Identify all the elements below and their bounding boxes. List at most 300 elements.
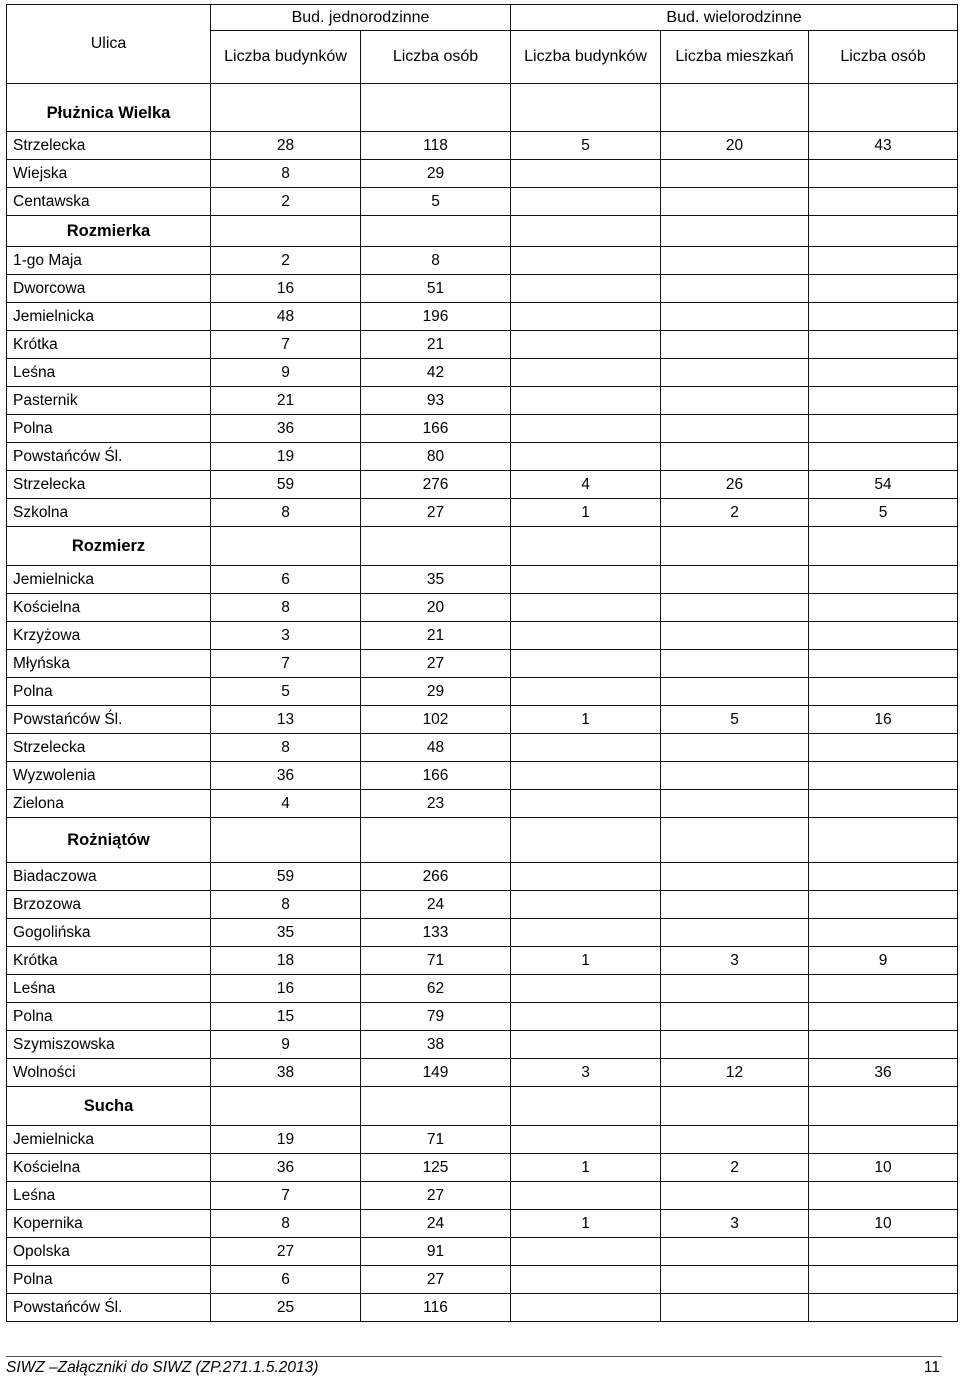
header-ulica: Ulica [7,5,211,84]
table-row [7,947,958,975]
value-cell [809,303,958,331]
header-liczba-mieszkan: Liczba mieszkań [661,31,809,84]
value-cell: 26 [661,471,809,499]
value-cell: 27 [361,1182,511,1210]
value-cell [809,1266,958,1294]
table-row [7,650,958,678]
value-cell: 5 [809,499,958,527]
value-cell [511,734,661,762]
value-cell: 133 [361,919,511,947]
street-name-cell: Krzyżowa [7,622,211,650]
street-name-cell: Szymiszowska [7,1031,211,1059]
table-row [7,1059,958,1087]
section-empty-cell [211,1087,361,1126]
section-empty-cell [211,84,361,132]
value-cell: 21 [361,331,511,359]
section-empty-cell [661,1087,809,1126]
value-cell: 38 [361,1031,511,1059]
value-cell: 27 [361,650,511,678]
value-cell: 9 [211,359,361,387]
table-row [7,303,958,331]
street-name-cell: Jemielnicka [7,1126,211,1154]
table-row [7,734,958,762]
value-cell [511,331,661,359]
value-cell: 43 [809,132,958,160]
value-cell: 36 [809,1059,958,1087]
header-group-jednorodzinne: Bud. jednorodzinne [211,5,511,31]
table-row [7,1238,958,1266]
table-row [7,1031,958,1059]
table-row [7,790,958,818]
value-cell [661,331,809,359]
street-name-cell: Jemielnicka [7,566,211,594]
section-empty-cell [809,216,958,247]
table-row [7,678,958,706]
value-cell: 28 [211,132,361,160]
value-cell: 12 [661,1059,809,1087]
value-cell: 6 [211,566,361,594]
value-cell: 27 [211,1238,361,1266]
value-cell: 20 [661,132,809,160]
value-cell [661,762,809,790]
value-cell: 7 [211,1182,361,1210]
header-liczba-budynkow-1: Liczba budynków [211,31,361,84]
value-cell [809,762,958,790]
value-cell: 3 [661,947,809,975]
value-cell [661,650,809,678]
value-cell: 91 [361,1238,511,1266]
value-cell [661,622,809,650]
value-cell [661,1126,809,1154]
value-cell: 36 [211,762,361,790]
value-cell: 16 [211,975,361,1003]
value-cell: 59 [211,471,361,499]
street-name-cell: Strzelecka [7,734,211,762]
section-empty-cell [809,1087,958,1126]
value-cell: 48 [211,303,361,331]
street-name-cell: Brzozowa [7,891,211,919]
value-cell: 2 [661,1154,809,1182]
value-cell: 36 [211,1154,361,1182]
value-cell [661,975,809,1003]
value-cell: 23 [361,790,511,818]
value-cell [809,1294,958,1322]
value-cell: 20 [361,594,511,622]
value-cell: 166 [361,415,511,443]
value-cell [661,891,809,919]
value-cell [661,566,809,594]
value-cell: 4 [211,790,361,818]
value-cell [661,594,809,622]
value-cell [511,975,661,1003]
table-row [7,387,958,415]
street-name-cell: Pasternik [7,387,211,415]
table-row [7,622,958,650]
value-cell: 8 [211,499,361,527]
street-name-cell: 1-go Maja [7,247,211,275]
table-row [7,594,958,622]
value-cell: 5 [511,132,661,160]
section-empty-cell [211,818,361,863]
value-cell: 196 [361,303,511,331]
section-empty-cell [511,84,661,132]
value-cell [809,863,958,891]
value-cell: 13 [211,706,361,734]
section-empty-cell [511,1087,661,1126]
table-row [7,132,958,160]
value-cell [809,734,958,762]
value-cell [661,790,809,818]
value-cell: 2 [211,247,361,275]
value-cell: 10 [809,1210,958,1238]
value-cell: 35 [361,566,511,594]
value-cell [661,1031,809,1059]
value-cell: 19 [211,443,361,471]
table-row [7,891,958,919]
value-cell: 8 [211,594,361,622]
value-cell: 8 [211,734,361,762]
section-empty-cell [361,818,511,863]
value-cell: 80 [361,443,511,471]
value-cell: 16 [809,706,958,734]
street-name-cell: Powstańców Śl. [7,1294,211,1322]
value-cell [511,566,661,594]
value-cell [809,975,958,1003]
street-name-cell: Dworcowa [7,275,211,303]
value-cell [809,622,958,650]
value-cell: 18 [211,947,361,975]
street-name-cell: Leśna [7,359,211,387]
section-name: Rożniątów [7,818,211,863]
value-cell [809,1003,958,1031]
value-cell [661,188,809,216]
value-cell [511,247,661,275]
section-empty-cell [661,818,809,863]
page-number: 11 [923,1359,940,1376]
value-cell: 24 [361,891,511,919]
value-cell: 36 [211,415,361,443]
value-cell [809,678,958,706]
value-cell: 16 [211,275,361,303]
section-row [7,1087,958,1126]
section-empty-cell [211,527,361,566]
section-row [7,216,958,247]
value-cell [661,678,809,706]
street-name-cell: Leśna [7,1182,211,1210]
value-cell [809,331,958,359]
table-row [7,1210,958,1238]
table-row [7,975,958,1003]
value-cell: 93 [361,387,511,415]
value-cell: 6 [211,1266,361,1294]
value-cell: 118 [361,132,511,160]
section-name: Rozmierka [7,216,211,247]
street-name-cell: Kościelna [7,1154,211,1182]
value-cell [809,247,958,275]
section-empty-cell [661,216,809,247]
section-empty-cell [361,84,511,132]
value-cell [661,1003,809,1031]
value-cell [511,303,661,331]
street-name-cell: Jemielnicka [7,303,211,331]
table-row [7,359,958,387]
section-empty-cell [511,527,661,566]
value-cell: 27 [361,1266,511,1294]
table-row [7,415,958,443]
value-cell [809,919,958,947]
value-cell: 9 [211,1031,361,1059]
value-cell: 10 [809,1154,958,1182]
value-cell: 2 [661,499,809,527]
value-cell [661,734,809,762]
value-cell [511,160,661,188]
table-row [7,1126,958,1154]
section-empty-cell [361,527,511,566]
value-cell [661,359,809,387]
value-cell: 4 [511,471,661,499]
value-cell [661,387,809,415]
value-cell [511,1126,661,1154]
value-cell: 21 [211,387,361,415]
value-cell: 29 [361,678,511,706]
value-cell [511,387,661,415]
street-name-cell: Powstańców Śl. [7,443,211,471]
value-cell: 116 [361,1294,511,1322]
section-empty-cell [511,216,661,247]
street-name-cell: Wolności [7,1059,211,1087]
value-cell: 266 [361,863,511,891]
section-empty-cell [211,216,361,247]
value-cell [809,650,958,678]
street-name-cell: Krótka [7,331,211,359]
header-liczba-osob-2: Liczba osób [809,31,958,84]
section-empty-cell [809,818,958,863]
value-cell: 25 [211,1294,361,1322]
data-table [6,4,958,1322]
table-row [7,1294,958,1322]
value-cell [661,1294,809,1322]
section-row [7,84,958,132]
table-row [7,188,958,216]
section-empty-cell [809,84,958,132]
value-cell: 24 [361,1210,511,1238]
table-row [7,863,958,891]
table-row [7,762,958,790]
value-cell [809,415,958,443]
value-cell: 5 [661,706,809,734]
table-row [7,331,958,359]
street-name-cell: Szkolna [7,499,211,527]
value-cell [809,359,958,387]
section-empty-cell [661,84,809,132]
value-cell [661,1266,809,1294]
value-cell [661,919,809,947]
value-cell: 79 [361,1003,511,1031]
value-cell [809,1126,958,1154]
value-cell [511,415,661,443]
value-cell [511,762,661,790]
value-cell: 48 [361,734,511,762]
value-cell: 9 [809,947,958,975]
value-cell: 71 [361,1126,511,1154]
value-cell [661,160,809,188]
header-liczba-osob-1: Liczba osób [361,31,511,84]
value-cell [809,275,958,303]
value-cell [661,415,809,443]
value-cell: 8 [211,891,361,919]
value-cell: 5 [211,678,361,706]
table-row [7,443,958,471]
value-cell [809,790,958,818]
value-cell: 5 [361,188,511,216]
value-cell [511,1238,661,1266]
value-cell [809,891,958,919]
section-empty-cell [361,216,511,247]
section-name: Rozmierz [7,527,211,566]
value-cell: 8 [361,247,511,275]
value-cell [661,275,809,303]
value-cell [809,188,958,216]
table-row [7,706,958,734]
value-cell: 8 [211,160,361,188]
table-row [7,1003,958,1031]
value-cell: 3 [511,1059,661,1087]
value-cell [511,650,661,678]
value-cell [511,678,661,706]
section-row [7,818,958,863]
table-row [7,471,958,499]
value-cell [809,1031,958,1059]
street-name-cell: Polna [7,415,211,443]
value-cell: 42 [361,359,511,387]
street-name-cell: Polna [7,1003,211,1031]
value-cell: 19 [211,1126,361,1154]
street-name-cell: Młyńska [7,650,211,678]
value-cell [809,1238,958,1266]
value-cell [511,1003,661,1031]
street-name-cell: Wyzwolenia [7,762,211,790]
street-name-cell: Gogolińska [7,919,211,947]
value-cell: 2 [211,188,361,216]
value-cell: 62 [361,975,511,1003]
value-cell: 59 [211,863,361,891]
section-name: Płużnica Wielka [7,84,211,132]
value-cell [511,1266,661,1294]
table-row [7,1182,958,1210]
value-cell [661,247,809,275]
street-name-cell: Strzelecka [7,132,211,160]
value-cell: 3 [211,622,361,650]
value-cell [661,303,809,331]
section-empty-cell [511,818,661,863]
table-row [7,499,958,527]
street-name-cell: Leśna [7,975,211,1003]
value-cell [809,1182,958,1210]
street-name-cell: Zielona [7,790,211,818]
value-cell [661,863,809,891]
table-row [7,1266,958,1294]
value-cell: 1 [511,1154,661,1182]
value-cell: 27 [361,499,511,527]
street-name-cell: Polna [7,678,211,706]
value-cell: 38 [211,1059,361,1087]
value-cell [511,622,661,650]
value-cell: 166 [361,762,511,790]
table-row [7,275,958,303]
table-row [7,566,958,594]
value-cell: 1 [511,706,661,734]
table-row [7,247,958,275]
section-row [7,527,958,566]
value-cell [511,594,661,622]
value-cell: 102 [361,706,511,734]
street-name-cell: Kopernika [7,1210,211,1238]
page-footer [6,1356,942,1377]
value-cell: 35 [211,919,361,947]
header-liczba-budynkow-2: Liczba budynków [511,31,661,84]
value-cell: 29 [361,160,511,188]
value-cell [511,1031,661,1059]
value-cell [809,566,958,594]
value-cell [511,790,661,818]
value-cell [511,188,661,216]
value-cell: 125 [361,1154,511,1182]
value-cell: 21 [361,622,511,650]
value-cell [809,594,958,622]
value-cell [511,919,661,947]
value-cell [511,1294,661,1322]
street-name-cell: Wiejska [7,160,211,188]
section-empty-cell [361,1087,511,1126]
value-cell [809,443,958,471]
value-cell: 7 [211,650,361,678]
value-cell: 71 [361,947,511,975]
value-cell: 276 [361,471,511,499]
table-row [7,1154,958,1182]
table-row [7,160,958,188]
value-cell: 54 [809,471,958,499]
section-empty-cell [661,527,809,566]
street-name-cell: Biadaczowa [7,863,211,891]
value-cell: 1 [511,1210,661,1238]
value-cell [511,1182,661,1210]
footer-text: SIWZ –Załączniki do SIWZ (ZP.271.1.5.2013) [6,1359,319,1376]
street-name-cell: Opolska [7,1238,211,1266]
street-name-cell: Powstańców Śl. [7,706,211,734]
value-cell [809,387,958,415]
street-name-cell: Centawska [7,188,211,216]
value-cell [511,863,661,891]
value-cell [511,359,661,387]
value-cell [661,1182,809,1210]
value-cell [661,1238,809,1266]
value-cell: 1 [511,947,661,975]
value-cell [661,443,809,471]
street-name-cell: Krótka [7,947,211,975]
value-cell: 51 [361,275,511,303]
street-name-cell: Polna [7,1266,211,1294]
value-cell: 7 [211,331,361,359]
value-cell: 149 [361,1059,511,1087]
header-group-wielorodzinne: Bud. wielorodzinne [511,5,958,31]
table-row [7,919,958,947]
value-cell: 8 [211,1210,361,1238]
section-name: Sucha [7,1087,211,1126]
value-cell [809,160,958,188]
value-cell [511,891,661,919]
street-name-cell: Kościelna [7,594,211,622]
value-cell: 15 [211,1003,361,1031]
